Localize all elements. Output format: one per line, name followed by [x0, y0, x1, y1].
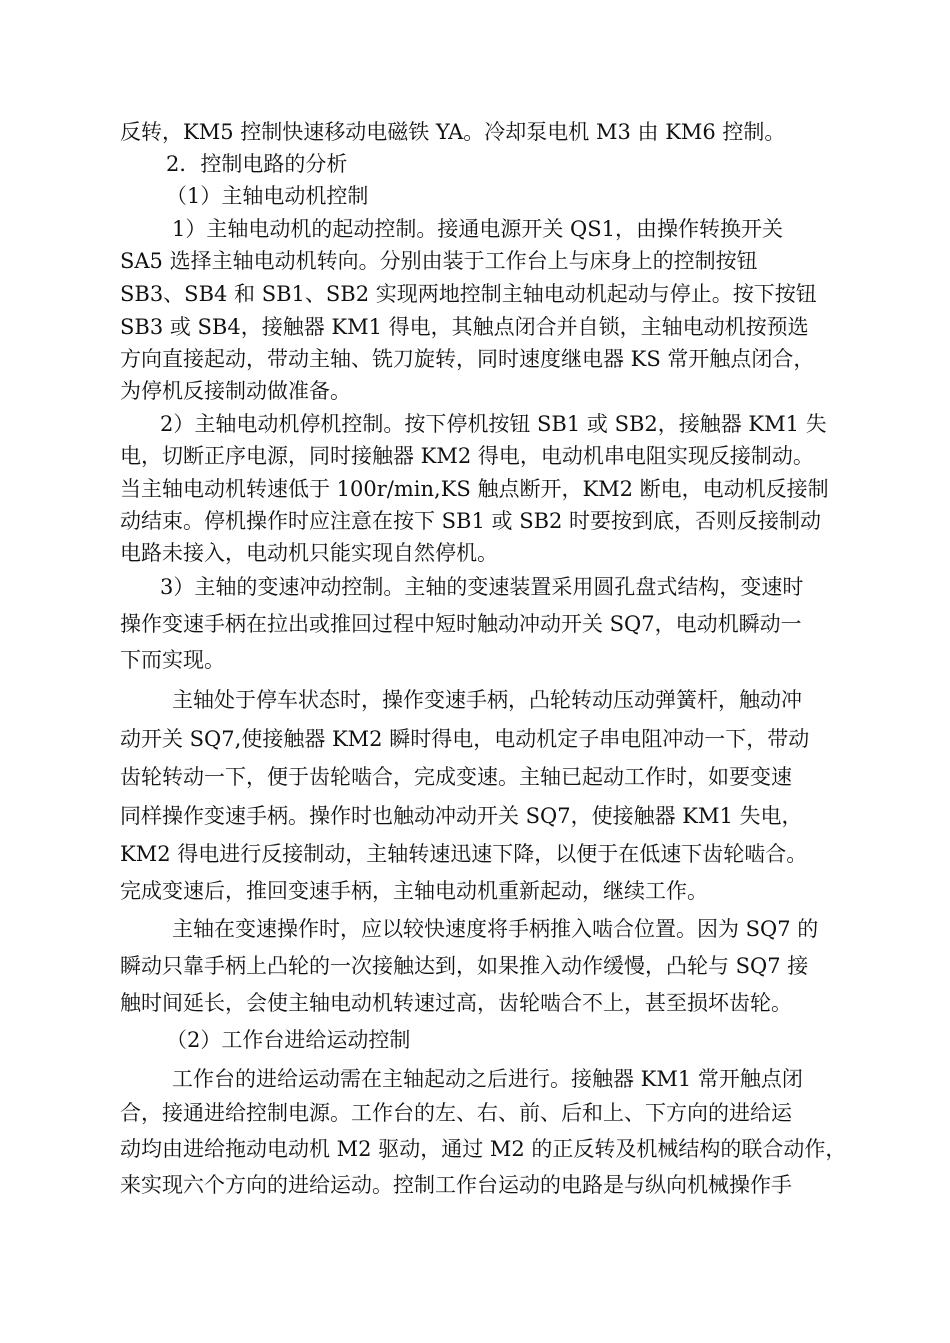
- text-line: 1）主轴电动机的起动控制。接通电源开关 QS1，由操作转换开关: [172, 217, 783, 241]
- text-line: SB3、SB4 和 SB1、SB2 实现两地控制主轴电动机起动与停止。按下按钮: [120, 282, 817, 306]
- subsection-heading: （1）主轴电动机控制: [166, 184, 369, 208]
- text-line: 动开关 SQ7,使接触器 KM2 瞬时得电，电动机定子串电阻冲动一下，带动: [120, 727, 810, 751]
- text-line: 来实现六个方向的进给运动。控制工作台运动的电路是与纵向机械操作手: [120, 1173, 792, 1197]
- text-line: 为停机反接制动做准备。: [120, 379, 351, 403]
- text-line: 动结束。停机操作时应注意在按下 SB1 或 SB2 时要按到底，否则反接制动: [120, 509, 822, 533]
- text-line: 主轴在变速操作时，应以较快速度将手柄推入啮合位置。因为 SQ7 的: [172, 917, 819, 941]
- text-line: 触时间延长，会使主轴电动机转速过高，齿轮啮合不上，甚至损坏齿轮。: [120, 991, 792, 1015]
- text-line: 主轴处于停车状态时，操作变速手柄，凸轮转动压动弹簧杆，触动冲: [172, 688, 802, 712]
- text-line: 齿轮转动一下，便于齿轮啮合，完成变速。主轴已起动工作时，如要变速: [120, 765, 792, 789]
- text-line: 方向直接起动，带动主轴、铣刀旋转，同时速度继电器 KS 常开触点闭合，: [120, 347, 815, 371]
- subsection-heading: （2）工作台进给运动控制: [166, 1028, 411, 1052]
- text-line: 瞬动只靠手柄上凸轮的一次接触达到，如果推入动作缓慢，凸轮与 SQ7 接: [120, 954, 809, 978]
- text-line: 3）主轴的变速冲动控制。主轴的变速装置采用圆孔盘式结构，变速时: [160, 575, 804, 599]
- text-line: 2）主轴电动机停机控制。按下停机按钮 SB1 或 SB2，接触器 KM1 失: [160, 412, 827, 436]
- text-line: SB3 或 SB4，接触器 KM1 得电，其触点闭合并自锁，主轴电动机按预选: [120, 315, 809, 339]
- text-line: SA5 选择主轴电动机转向。分别由装于工作台上与床身上的控制按钮: [120, 249, 758, 273]
- text-line: 电，切断正序电源，同时接触器 KM2 得电，电动机串电阻实现反接制动。: [120, 444, 814, 468]
- section-heading: 2．控制电路的分析: [166, 152, 348, 176]
- text-line: KM2 得电进行反接制动，主轴转速迅速下降，以便于在低速下齿轮啮合。: [120, 842, 808, 866]
- text-line: 完成变速后，推回变速手柄，主轴电动机重新起动，继续工作。: [120, 879, 708, 903]
- text-line: 同样操作变速手柄。操作时也触动冲动开关 SQ7，使接触器 KM1 失电，: [120, 804, 803, 828]
- text-line: 当主轴电动机转速低于 100r/min,KS 触点断开，KM2 断电，电动机反接制: [120, 477, 829, 501]
- text-line: 动均由进给拖动电动机 M2 驱动，通过 M2 的正反转及机械结构的联合动作，: [120, 1137, 847, 1161]
- text-line: 合，接通进给控制电源。工作台的左、右、前、后和上、下方向的进给运: [120, 1101, 792, 1125]
- text-line: 操作变速手柄在拉出或推回过程中短时触动冲动开关 SQ7，电动机瞬动一: [120, 612, 802, 636]
- text-line: 工作台的进给运动需在主轴起动之后进行。接触器 KM1 常开触点闭: [172, 1067, 803, 1091]
- text-line: 下而实现。: [120, 648, 225, 672]
- text-line: 电路未接入，电动机只能实现自然停机。: [120, 541, 498, 565]
- text-line: 反转，KM5 控制快速移动电磁铁 YA。冷却泵电机 M3 由 KM6 控制。: [120, 120, 786, 144]
